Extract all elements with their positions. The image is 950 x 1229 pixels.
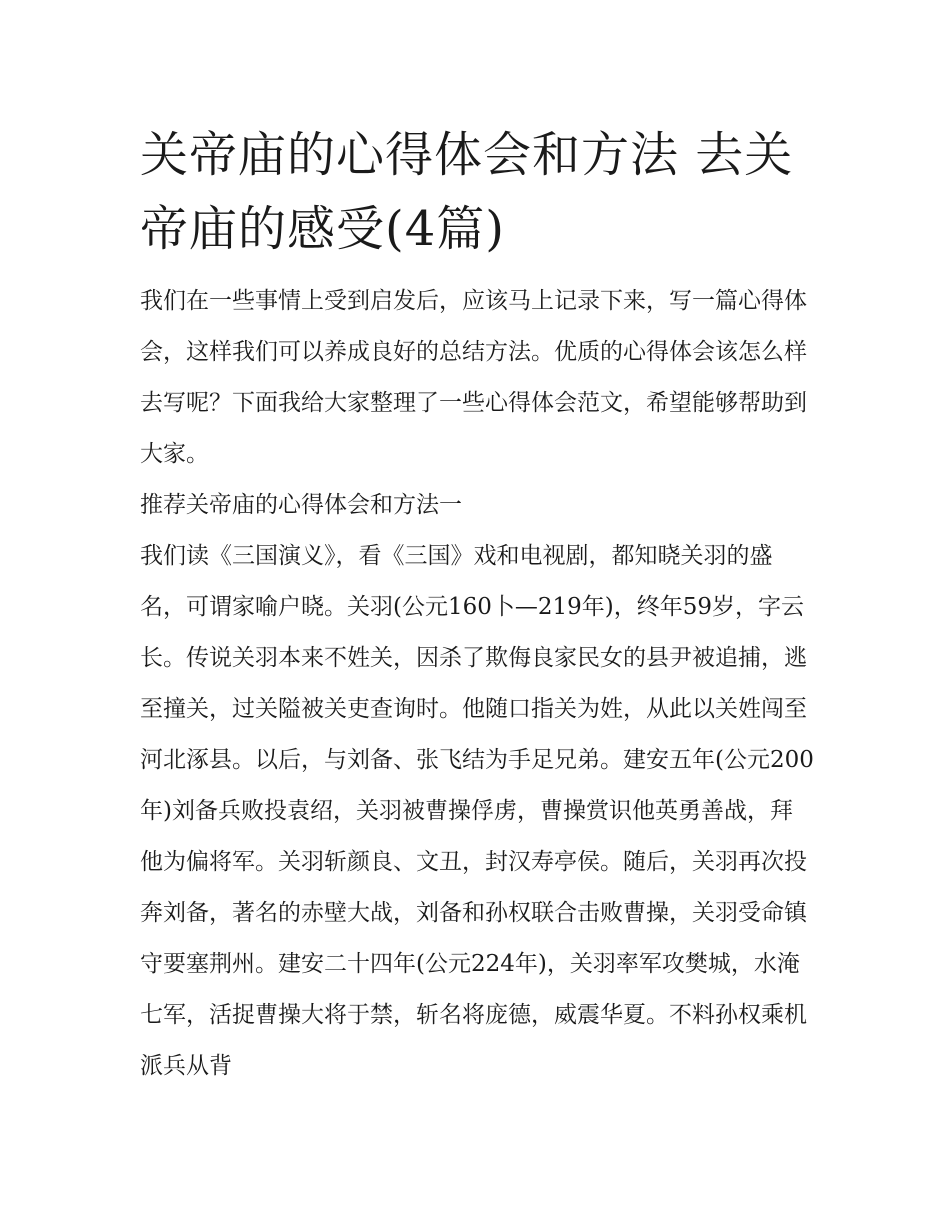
body-paragraph: 我们读《三国演义》，看《三国》戏和电视剧，都知晓关羽的盛名，可谓家喻户晓。关羽(公元160卜—219年)，终年59岁，字云长。传说关羽本来不姓关，因杀了欺侮良家民女的县尹被追捕，逃至撞关，过关隘被关吏查询时。他随口指关为姓，从此以关姓闯至河北涿县。以后，与刘备、张飞结为手足兄弟。建安五年(公元200年)刘备兵败投袁绍，关羽被曹操俘虏，曹操赏识他英勇善战，拜他为偏将军。关羽斩颜良、文丑，封汉寿亭侯。随后，关羽再次投奔刘备，著名的赤壁大战，刘备和孙权联合击败曹操，关羽受命镇守要塞荆州。建安二十四年(公元224年)，关羽率军攻樊城，水淹七军，活捉曹操大将于禁，斩名将庞德，威震华夏。不料孙权乘机派兵从背 xyxy=(140,543,814,1079)
intro-paragraph: 我们在一些事情上受到启发后，应该马上记录下来，写一篇心得体会，这样我们可以养成良好的总结方法。优质的心得体会该怎么样去写呢？下面我给大家整理了一些心得体会范文，希望能够帮助到大家。 xyxy=(140,288,807,467)
document-title: 关帝庙的心得体会和方法 去关帝庙的感受(4篇) xyxy=(140,127,794,257)
section-heading: 推荐关帝庙的心得体会和方法一 xyxy=(140,492,462,518)
document-page xyxy=(140,118,815,1092)
